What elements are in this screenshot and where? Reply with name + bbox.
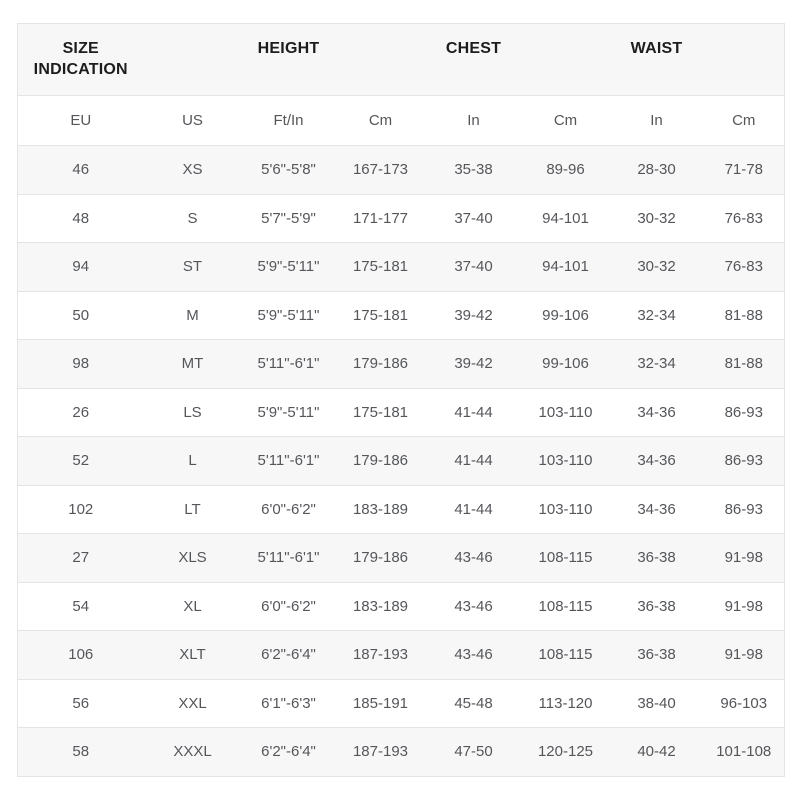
table-row — [18, 194, 785, 243]
waist-in-cell: 36-38 — [637, 646, 676, 664]
col-header-waist-in: In — [610, 96, 704, 146]
chest-cm-cell: 89-96 — [546, 161, 585, 179]
height-cm-cell: 187-193 — [352, 646, 409, 664]
col-header-height-ftin: Ft/In — [242, 96, 336, 146]
eu-size-cell: 102 — [68, 500, 94, 518]
eu-size-cell: 26 — [72, 403, 90, 421]
eu-size-cell: 46 — [72, 161, 90, 179]
height-ftin-cell: 5'9"-5'11" — [257, 306, 320, 324]
eu-size-cell: 48 — [72, 209, 90, 227]
waist-in-cell: 34-36 — [637, 452, 676, 470]
height-cm-cell: 183-189 — [352, 500, 409, 518]
us-size-cell: LT — [184, 500, 201, 518]
table-row — [18, 582, 785, 631]
chest-in-cell: 37-40 — [454, 209, 493, 227]
chest-cm-cell: 94-101 — [542, 258, 589, 276]
waist-cm-cell: 101-108 — [716, 743, 772, 761]
us-size-cell: XL — [183, 597, 202, 615]
col-header-chest-cm: Cm — [522, 96, 610, 146]
table-row — [18, 485, 785, 534]
chest-in-cell: 47-50 — [454, 743, 493, 761]
group-header-row — [18, 24, 785, 96]
chest-cm-cell: 103-110 — [538, 500, 593, 518]
waist-cm-cell: 86-93 — [724, 452, 763, 470]
col-header-eu: EU — [18, 96, 144, 146]
waist-in-cell: 34-36 — [637, 403, 676, 421]
chest-in-cell: 41-44 — [454, 452, 493, 470]
height-cm-cell: 175-181 — [352, 403, 409, 421]
waist-cm-cell: 76-83 — [724, 209, 763, 227]
chest-in-cell: 39-42 — [454, 355, 493, 373]
us-size-cell: ST — [182, 258, 203, 276]
table-row — [18, 728, 785, 777]
height-cm-cell: 167-173 — [352, 161, 409, 179]
col-header-waist-cm: Cm — [704, 96, 785, 146]
chest-in-cell: 43-46 — [454, 549, 493, 567]
size-table-body — [18, 146, 785, 777]
height-ftin-cell: 5'9"-5'11" — [257, 403, 320, 421]
group-header-spacer — [522, 24, 610, 96]
waist-in-cell: 36-38 — [637, 549, 676, 567]
table-row — [18, 437, 785, 486]
group-header-spacer — [336, 24, 426, 96]
group-header-spacer — [704, 24, 785, 96]
height-ftin-cell: 5'9"-5'11" — [257, 258, 320, 276]
us-size-cell: MT — [181, 355, 204, 373]
chest-cm-cell: 108-115 — [538, 597, 593, 615]
sub-header-row — [18, 96, 785, 146]
group-header-waist: WAIST — [610, 24, 704, 96]
height-cm-cell: 175-181 — [352, 306, 409, 324]
waist-in-cell: 36-38 — [637, 597, 676, 615]
height-ftin-cell: 6'2"-6'4" — [261, 743, 316, 761]
chest-cm-cell: 99-106 — [542, 355, 589, 373]
waist-cm-cell: 81-88 — [724, 355, 763, 373]
chest-in-cell: 35-38 — [454, 161, 493, 179]
us-size-cell: XXL — [178, 694, 207, 712]
height-ftin-cell: 6'1"-6'3" — [261, 694, 316, 712]
waist-cm-cell: 91-98 — [724, 549, 763, 567]
eu-size-cell: 50 — [72, 306, 90, 324]
table-row — [18, 146, 785, 195]
height-ftin-cell: 6'0"-6'2" — [261, 597, 316, 615]
chest-cm-cell: 103-110 — [538, 452, 593, 470]
height-cm-cell: 179-186 — [352, 452, 409, 470]
col-header-height-cm: Cm — [336, 96, 426, 146]
us-size-cell: XLS — [178, 549, 207, 567]
height-cm-cell: 171-177 — [352, 209, 409, 227]
eu-size-cell: 56 — [72, 694, 90, 712]
group-header-chest: CHEST — [426, 24, 522, 96]
waist-cm-cell: 86-93 — [724, 500, 763, 518]
height-ftin-cell: 5'11"-6'1" — [257, 549, 320, 567]
table-row — [18, 679, 785, 728]
waist-in-cell: 32-34 — [637, 355, 676, 373]
us-size-cell: M — [186, 306, 199, 324]
chest-cm-cell: 113-120 — [538, 694, 593, 712]
chest-cm-cell: 99-106 — [542, 306, 589, 324]
waist-in-cell: 28-30 — [637, 161, 676, 179]
waist-cm-cell: 91-98 — [724, 646, 763, 664]
group-header-height: HEIGHT — [242, 24, 336, 96]
waist-cm-cell: 76-83 — [724, 258, 763, 276]
height-cm-cell: 175-181 — [352, 258, 409, 276]
group-header-size-indication: SIZE INDICATION — [18, 24, 144, 96]
eu-size-cell: 94 — [72, 258, 90, 276]
us-size-cell: L — [188, 452, 197, 470]
us-size-cell: LS — [183, 403, 202, 421]
eu-size-cell: 106 — [68, 646, 94, 664]
us-size-cell: S — [187, 209, 198, 227]
waist-in-cell: 34-36 — [637, 500, 676, 518]
waist-cm-cell: 86-93 — [724, 403, 763, 421]
table-row — [18, 291, 785, 340]
chest-cm-cell: 120-125 — [537, 743, 594, 761]
chest-in-cell: 43-46 — [454, 597, 493, 615]
waist-in-cell: 32-34 — [637, 306, 676, 324]
height-ftin-cell: 5'7"-5'9" — [261, 209, 316, 227]
chest-in-cell: 45-48 — [454, 694, 493, 712]
chest-in-cell: 41-44 — [454, 500, 493, 518]
group-header-spacer — [144, 24, 242, 96]
height-cm-cell: 185-191 — [352, 694, 409, 712]
chest-in-cell: 37-40 — [454, 258, 493, 276]
chest-cm-cell: 108-115 — [538, 549, 593, 567]
table-row — [18, 388, 785, 437]
us-size-cell: XXXL — [173, 743, 212, 761]
chest-cm-cell: 94-101 — [542, 209, 589, 227]
chest-cm-cell: 108-115 — [538, 646, 593, 664]
chest-in-cell: 39-42 — [454, 306, 493, 324]
height-ftin-cell: 5'6"-5'8" — [261, 161, 316, 179]
height-cm-cell: 179-186 — [352, 355, 409, 373]
waist-cm-cell: 96-103 — [720, 694, 768, 712]
size-chart-table — [17, 23, 785, 777]
eu-size-cell: 52 — [72, 452, 90, 470]
waist-in-cell: 38-40 — [637, 694, 676, 712]
col-header-us: US — [144, 96, 242, 146]
waist-in-cell: 40-42 — [637, 743, 676, 761]
waist-in-cell: 30-32 — [637, 258, 676, 276]
height-ftin-cell: 6'0"-6'2" — [261, 500, 316, 518]
eu-size-cell: 58 — [72, 743, 90, 761]
table-row — [18, 534, 785, 583]
height-cm-cell: 187-193 — [352, 743, 409, 761]
height-ftin-cell: 5'11"-6'1" — [257, 355, 320, 373]
height-ftin-cell: 6'2"-6'4" — [261, 646, 316, 664]
height-ftin-cell: 5'11"-6'1" — [257, 452, 320, 470]
waist-in-cell: 30-32 — [637, 209, 676, 227]
eu-size-cell: 54 — [72, 597, 90, 615]
waist-cm-cell: 81-88 — [724, 306, 763, 324]
height-cm-cell: 179-186 — [352, 549, 409, 567]
us-size-cell: XS — [182, 161, 203, 179]
table-row — [18, 340, 785, 389]
us-size-cell: XLT — [179, 646, 206, 664]
chest-in-cell: 41-44 — [454, 403, 493, 421]
table-row — [18, 243, 785, 292]
waist-cm-cell: 91-98 — [724, 597, 763, 615]
table-row — [18, 631, 785, 680]
height-cm-cell: 183-189 — [352, 597, 409, 615]
col-header-chest-in: In — [426, 96, 522, 146]
eu-size-cell: 98 — [72, 355, 90, 373]
chest-in-cell: 43-46 — [454, 646, 493, 664]
waist-cm-cell: 71-78 — [724, 161, 763, 179]
chest-cm-cell: 103-110 — [538, 403, 593, 421]
eu-size-cell: 27 — [72, 549, 90, 567]
